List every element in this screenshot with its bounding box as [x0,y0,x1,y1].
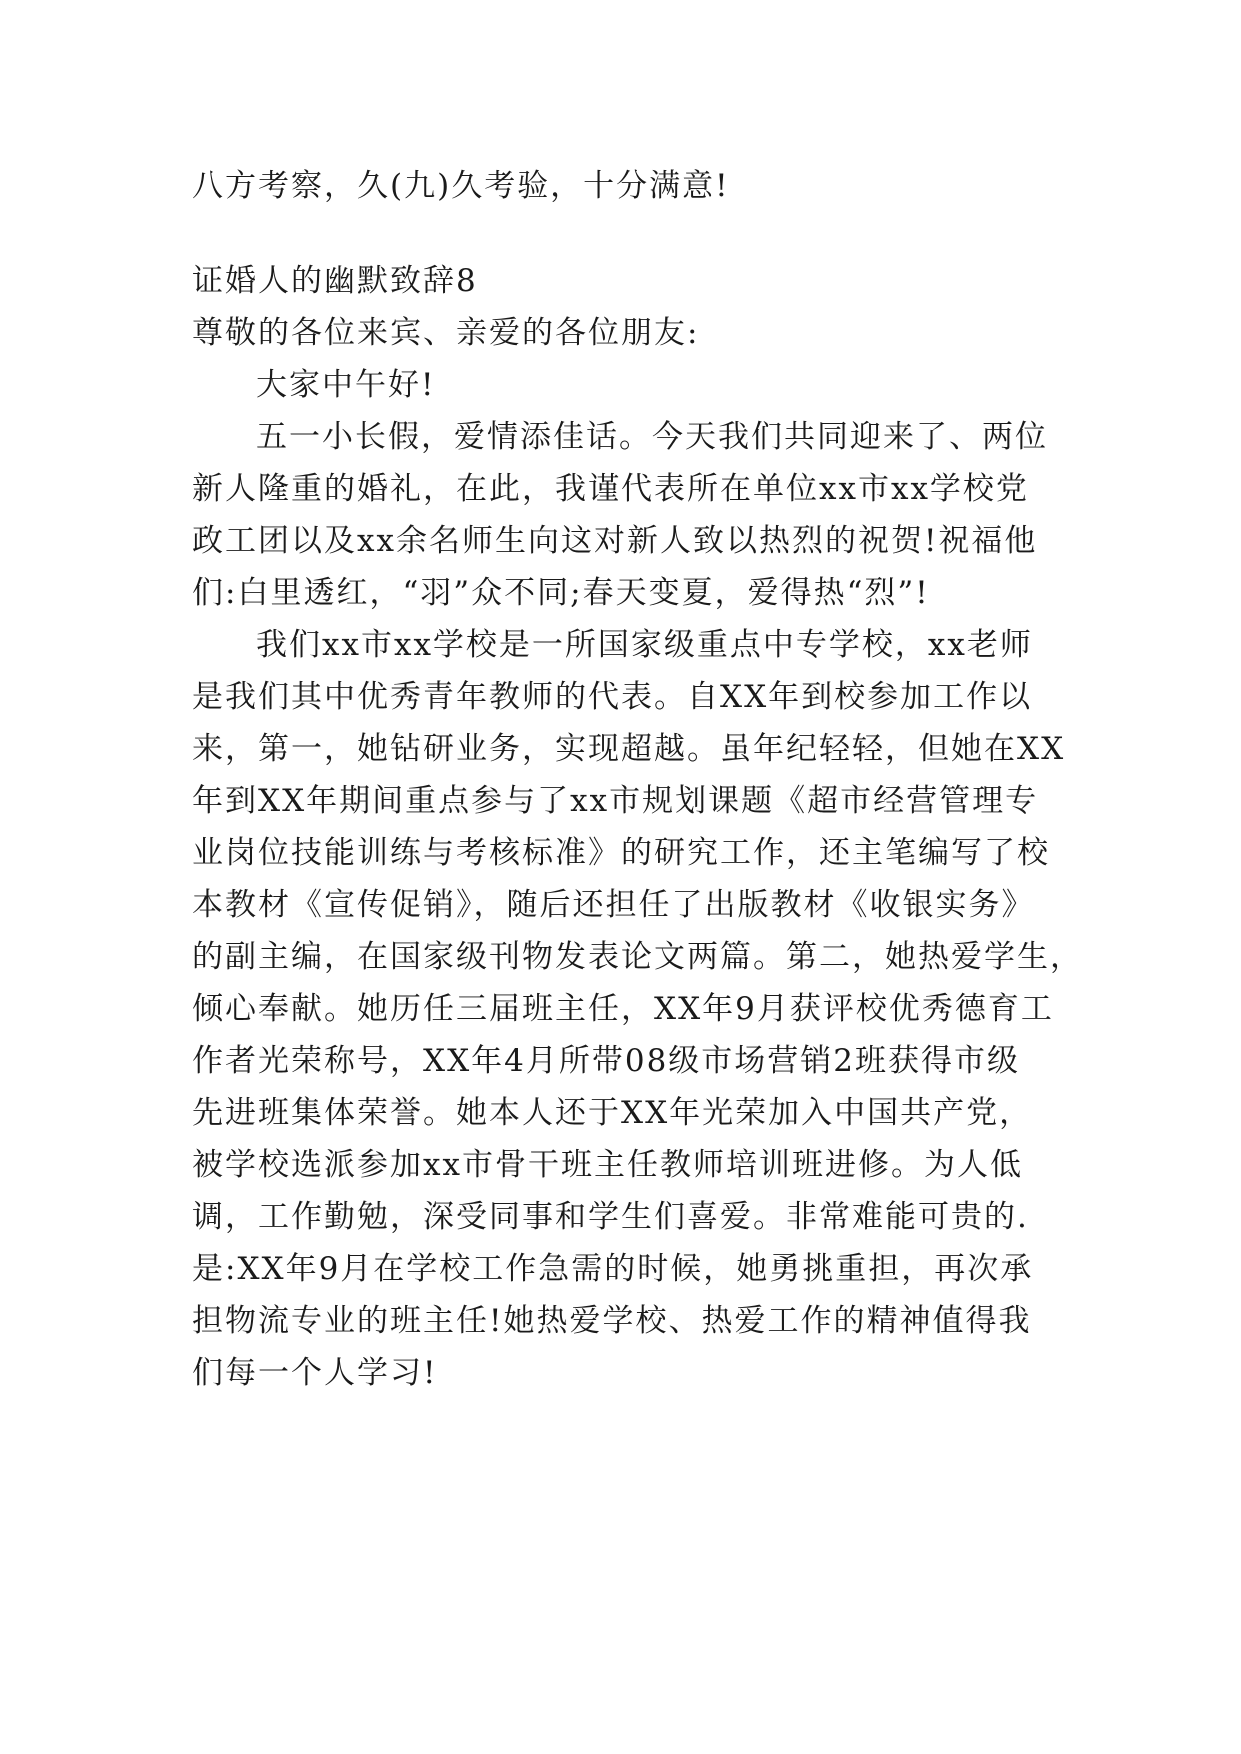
text-line: 倾心奉献。她历任三届班主任，XX年9月获评校优秀德育工 [192,991,1054,1027]
text-line: 年到XX年期间重点参与了xx市规划课题《超市经营管理专 [192,783,1039,819]
text-line: 先进班集体荣誉。她本人还于XX年光荣加入中国共产党， [192,1095,1033,1131]
text-line: 是:XX年9月在学校工作急需的时候，她勇挑重担，再次承 [192,1251,1034,1287]
text-line: 新人隆重的婚礼，在此，我谨代表所在单位xx市xx学校党 [192,471,1029,507]
text-line: 作者光荣称号，XX年4月所带08级市场营销2班获得市级 [192,1043,1021,1079]
text-line: 政工团以及xx余名师生向这对新人致以热烈的祝贺!祝福他 [192,523,1038,559]
text-line: 被学校选派参加xx市骨干班主任教师培训班进修。为人低 [192,1147,1023,1183]
section-heading: 证婚人的幽默致辞8 [192,263,478,299]
text-line: 八方考察，久(九)久考验，十分满意! [192,168,730,204]
text-line: 五一小长假，爱情添佳话。今天我们共同迎来了、两位 [256,419,1048,455]
text-line: 调，工作勤勉，深受同事和学生们喜爱。非常难能可贵的. [192,1199,1029,1235]
text-line: 们:白里透红，“羽”众不同;春天变夏，爱得热“烈”! [192,575,930,611]
text-line: 我们xx市xx学校是一所国家级重点中专学校，xx老师 [256,627,1033,663]
text-line: 的副主编，在国家级刊物发表论文两篇。第二，她热爱学生， [192,939,1083,975]
greeting: 大家中午好! [256,367,436,403]
text-line: 们每一个人学习! [192,1355,438,1391]
text-line: 业岗位技能训练与考核标准》的研究工作，还主笔编写了校 [192,835,1050,871]
salutation: 尊敬的各位来宾、亲爱的各位朋友: [192,315,700,351]
text-line: 是我们其中优秀青年教师的代表。自XX年到校参加工作以 [192,679,1033,715]
text-line: 来，第一，她钻研业务，实现超越。虽年纪轻轻，但她在XX [192,731,1066,767]
text-line: 担物流专业的班主任!她热爱学校、热爱工作的精神值得我 [192,1303,1032,1339]
text-line: 本教材《宣传促销》，随后还担任了出版教材《收银实务》 [192,887,1035,923]
